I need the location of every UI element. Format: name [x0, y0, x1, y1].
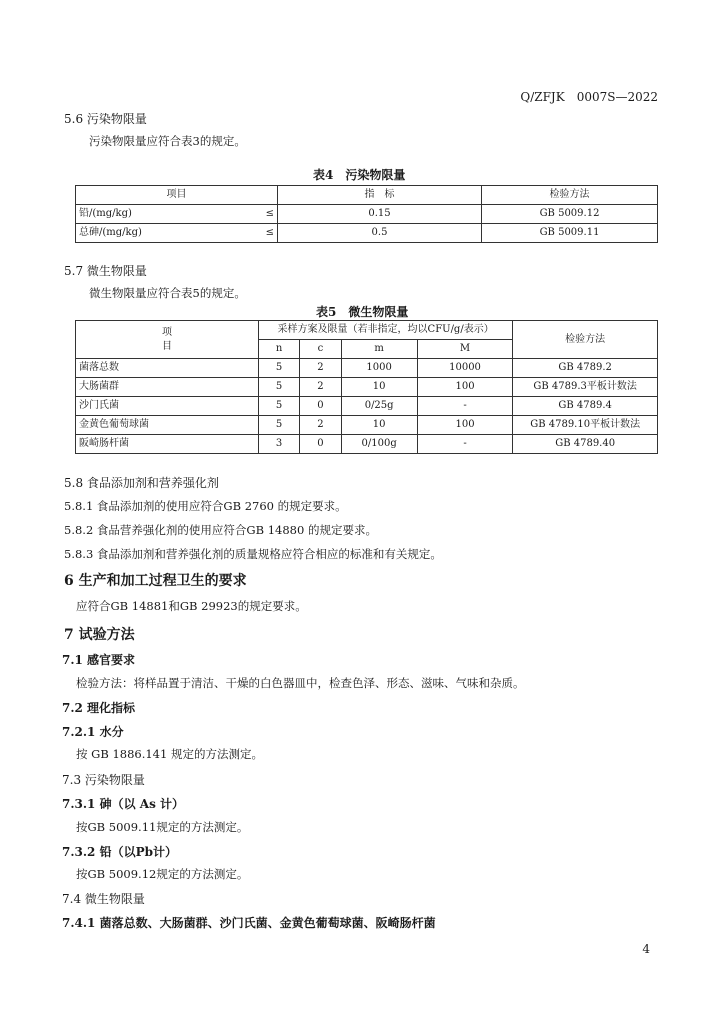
table-cell-item: 大肠菌群	[76, 378, 259, 397]
section-7-4-1-heading: 7.4.1 菌落总数、大肠菌群、沙门氏菌、金黄色葡萄球菌、阪崎肠杆菌	[62, 916, 436, 930]
table-cell-c: 2	[300, 359, 341, 378]
page-number: 4	[642, 942, 650, 956]
table-subheader-M: M	[417, 340, 513, 359]
table-row	[76, 397, 658, 416]
table-cell-c: 2	[300, 416, 341, 435]
operator: ≤	[265, 227, 274, 238]
table-cell-M: -	[417, 397, 513, 416]
table-cell-method: GB 5009.11	[482, 224, 658, 243]
table-row	[76, 435, 658, 454]
table-cell-c: 2	[300, 378, 341, 397]
section-7-2-1-heading: 7.2.1 水分	[62, 725, 124, 739]
table5	[75, 320, 658, 454]
table-cell-M: 10000	[417, 359, 513, 378]
table-cell-n: 5	[258, 378, 299, 397]
table-cell-method: GB 4789.10平板计数法	[513, 416, 658, 435]
table-cell-value: 0.15	[278, 205, 482, 224]
section-7-4-heading: 7.4 微生物限量	[62, 892, 145, 906]
table-cell-method: GB 4789.40	[513, 435, 658, 454]
section-7-heading: 7 试验方法	[64, 627, 135, 643]
table-cell-c: 0	[300, 397, 341, 416]
clause-5-8-3: 5.8.3 食品添加剂和营养强化剂的质量规格应符合相应的标准和有关规定。	[64, 547, 442, 561]
section-5-6-heading: 5.6 污染物限量	[64, 112, 147, 126]
section-7-2-heading: 7.2 理化指标	[62, 701, 136, 715]
table-cell-value: 0.5	[278, 224, 482, 243]
table-cell-item	[76, 205, 278, 224]
table-cell-c: 0	[300, 435, 341, 454]
table-cell-n: 3	[258, 435, 299, 454]
table-cell-m: 0/25g	[341, 397, 417, 416]
table-cell-method: GB 4789.3平板计数法	[513, 378, 658, 397]
table-cell-m: 1000	[341, 359, 417, 378]
section-5-6-text: 污染物限量应符合表3的规定。	[89, 134, 246, 148]
table-header-row	[76, 186, 658, 205]
table-header-cell: 指 标	[278, 186, 482, 205]
table-cell-item: 菌落总数	[76, 359, 259, 378]
section-7-3-2-heading: 7.3.2 铅（以Pb计）	[62, 845, 177, 859]
clause-5-8-1: 5.8.1 食品添加剂的使用应符合GB 2760 的规定要求。	[64, 499, 347, 513]
table-row	[76, 205, 658, 224]
operator: ≤	[265, 208, 274, 219]
table-cell-m: 10	[341, 416, 417, 435]
table-cell-n: 5	[258, 397, 299, 416]
table4	[75, 185, 658, 243]
table4-caption: 表4 污染物限量	[313, 168, 406, 182]
table-cell-item	[76, 224, 278, 243]
table-header-cell: 检验方法	[482, 186, 658, 205]
table-header-plan: 采样方案及限量（若非指定，均以CFU/g/表示）	[258, 321, 512, 340]
table-cell-method: GB 4789.2	[513, 359, 658, 378]
table-cell-item: 阪崎肠杆菌	[76, 435, 259, 454]
table-header-method: 检验方法	[513, 321, 658, 359]
table-subheader-n: n	[258, 340, 299, 359]
table-header-cell: 项目	[76, 186, 278, 205]
section-7-3-heading: 7.3 污染物限量	[62, 773, 145, 787]
table-cell-n: 5	[258, 359, 299, 378]
table-cell-M: 100	[417, 378, 513, 397]
table-cell-method: GB 4789.4	[513, 397, 658, 416]
table-cell-M: 100	[417, 416, 513, 435]
table-cell-item: 沙门氏菌	[76, 397, 259, 416]
table-cell-M: -	[417, 435, 513, 454]
table-cell-m: 0/100g	[341, 435, 417, 454]
item-label: 铅/(mg/kg)	[79, 208, 132, 219]
table-cell-item: 金黄色葡萄球菌	[76, 416, 259, 435]
table-row	[76, 416, 658, 435]
document-code: Q/ZFJK 0007S—2022	[520, 90, 658, 104]
table-subheader-c: c	[300, 340, 341, 359]
section-7-2-1-text: 按 GB 1886.141 规定的方法测定。	[76, 747, 263, 761]
item-label: 总砷/(mg/kg)	[79, 227, 142, 238]
section-6-text: 应符合GB 14881和GB 29923的规定要求。	[76, 599, 307, 613]
clause-5-8-2: 5.8.2 食品营养强化剂的使用应符合GB 14880 的规定要求。	[64, 523, 377, 537]
section-7-3-1-text: 按GB 5009.11规定的方法测定。	[76, 820, 249, 834]
table-header-item: 项 目	[76, 321, 259, 359]
table-row	[76, 224, 658, 243]
table-cell-m: 10	[341, 378, 417, 397]
section-7-1-text: 检验方法：将样品置于清洁、干燥的白色器皿中，检查色泽、形态、滋味、气味和杂质。	[76, 676, 525, 690]
table-subheader-m: m	[341, 340, 417, 359]
section-6-heading: 6 生产和加工过程卫生的要求	[64, 573, 247, 589]
table-header-row	[76, 321, 658, 340]
section-5-7-text: 微生物限量应符合表5的规定。	[89, 286, 246, 300]
table-cell-method: GB 5009.12	[482, 205, 658, 224]
section-5-8-heading: 5.8 食品添加剂和营养强化剂	[64, 476, 219, 490]
section-7-3-1-heading: 7.3.1 砷（以 As 计）	[62, 797, 185, 811]
table-row	[76, 378, 658, 397]
section-5-7-heading: 5.7 微生物限量	[64, 264, 147, 278]
section-7-3-2-text: 按GB 5009.12规定的方法测定。	[76, 867, 249, 881]
table5-caption: 表5 微生物限量	[316, 305, 409, 319]
table-cell-n: 5	[258, 416, 299, 435]
table-row	[76, 359, 658, 378]
section-7-1-heading: 7.1 感官要求	[62, 653, 136, 667]
